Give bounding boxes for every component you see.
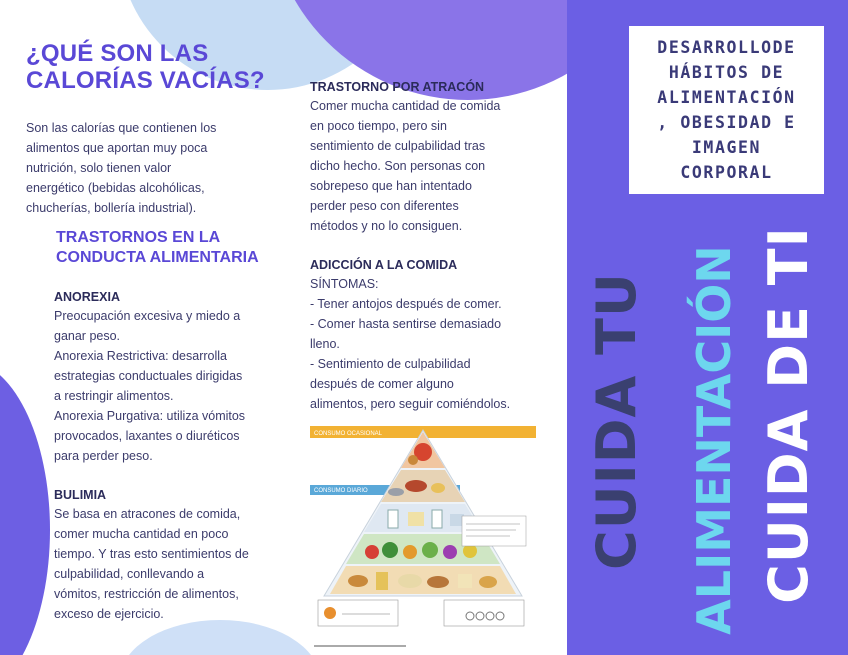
adiccion-text: SÍNTOMAS: - Tener antojos después de comer. - Comer hasta sentirse demasiado lleno. - Sentimiento de culpabilidad después de comer alguno alimentos, pero seguir comiéndolos. [310, 277, 511, 411]
intro-paragraph: Son las calorías que contienen los alimentos que aportan muy poca nutrición, solo tienen valor energético (bebidas alcohólicas, chucherías, bollería industrial). [26, 121, 217, 215]
adiccion-heading: ADICCIÓN A LA COMIDA [310, 258, 458, 272]
cheese-food-icon [408, 512, 424, 526]
food-pyramid-image [310, 424, 536, 650]
middle-column [310, 78, 546, 414]
section-subtitle: TRASTORNOS EN LA CONDUCTA ALIMENTARIA [56, 229, 259, 266]
pyramid-label-daily: CONSUMO DIARIO [314, 488, 368, 494]
potato-food-icon [427, 576, 449, 588]
vertical-text-cuida-de-ti: CUIDA DE TI [757, 226, 820, 604]
anorexia-text: Preocupación excesiva y miedo a ganar peso. Anorexia Restrictiva: desarrolla estrategias conductuales dirigidas a restringir alimentos. Anorexia Purgativa: utiliza vómitos provocados, laxantes o diuréticos para perder peso. [54, 309, 246, 463]
pasta-food-icon [458, 574, 472, 588]
water-box [444, 600, 524, 626]
cereal-food-icon [479, 576, 497, 588]
page-title: ¿QUÉ SON LAS CALORÍAS VACÍAS? [26, 40, 265, 94]
anorexia-heading: ANOREXIA [54, 290, 120, 304]
left-column [26, 40, 288, 624]
running-person-icon [324, 607, 336, 619]
pyramid-label-occasional: CONSUMO OCASIONAL [314, 431, 383, 437]
milk-food-icon [388, 510, 398, 528]
oil-food-icon [376, 572, 388, 590]
cover-title: DESARROLLODE HÁBITOS DE ALIMENTACIÓN , OBESIDAD E IMAGEN CORPORAL [657, 38, 796, 182]
tomato-food-icon [365, 545, 379, 559]
vegetable-food-icon [382, 542, 398, 558]
fish-food-icon [388, 488, 404, 496]
rice-food-icon [398, 574, 422, 588]
egg-food-icon [431, 483, 445, 493]
vertical-text-alimentacion: ALIMENTACIÓN [687, 245, 741, 635]
bread-food-icon [348, 575, 368, 587]
meat-food-icon [405, 480, 427, 492]
vertical-text-cuida-tu: CUIDA TU [585, 272, 648, 570]
grape-food-icon [443, 545, 457, 559]
yogurt-food-icon [432, 510, 442, 528]
cover-title-box [629, 26, 824, 194]
sweets-food-icon [408, 455, 418, 465]
atracon-heading: TRASTORNO POR ATRACÓN [310, 80, 485, 94]
bulimia-heading: BULIMIA [54, 488, 107, 502]
orange-food-icon [403, 545, 417, 559]
bulimia-text: Se basa en atracones de comida, comer mucha cantidad en poco tiempo. Y tras esto sentimientos de culpabilidad, conllevando a vómitos, restricción de alimentos, exceso de ejercicio. [54, 507, 249, 621]
atracon-text: Comer mucha cantidad de comida en poco tiempo, pero sin sentimiento de culpabilidad tras dicho hecho. Son personas con sobrepeso que han intentado perder peso con diferentes métodos y no lo consiguen. [310, 99, 501, 233]
lettuce-food-icon [422, 542, 438, 558]
decorative-circle-bottom [120, 620, 320, 655]
pyramid-side-note [462, 516, 526, 546]
